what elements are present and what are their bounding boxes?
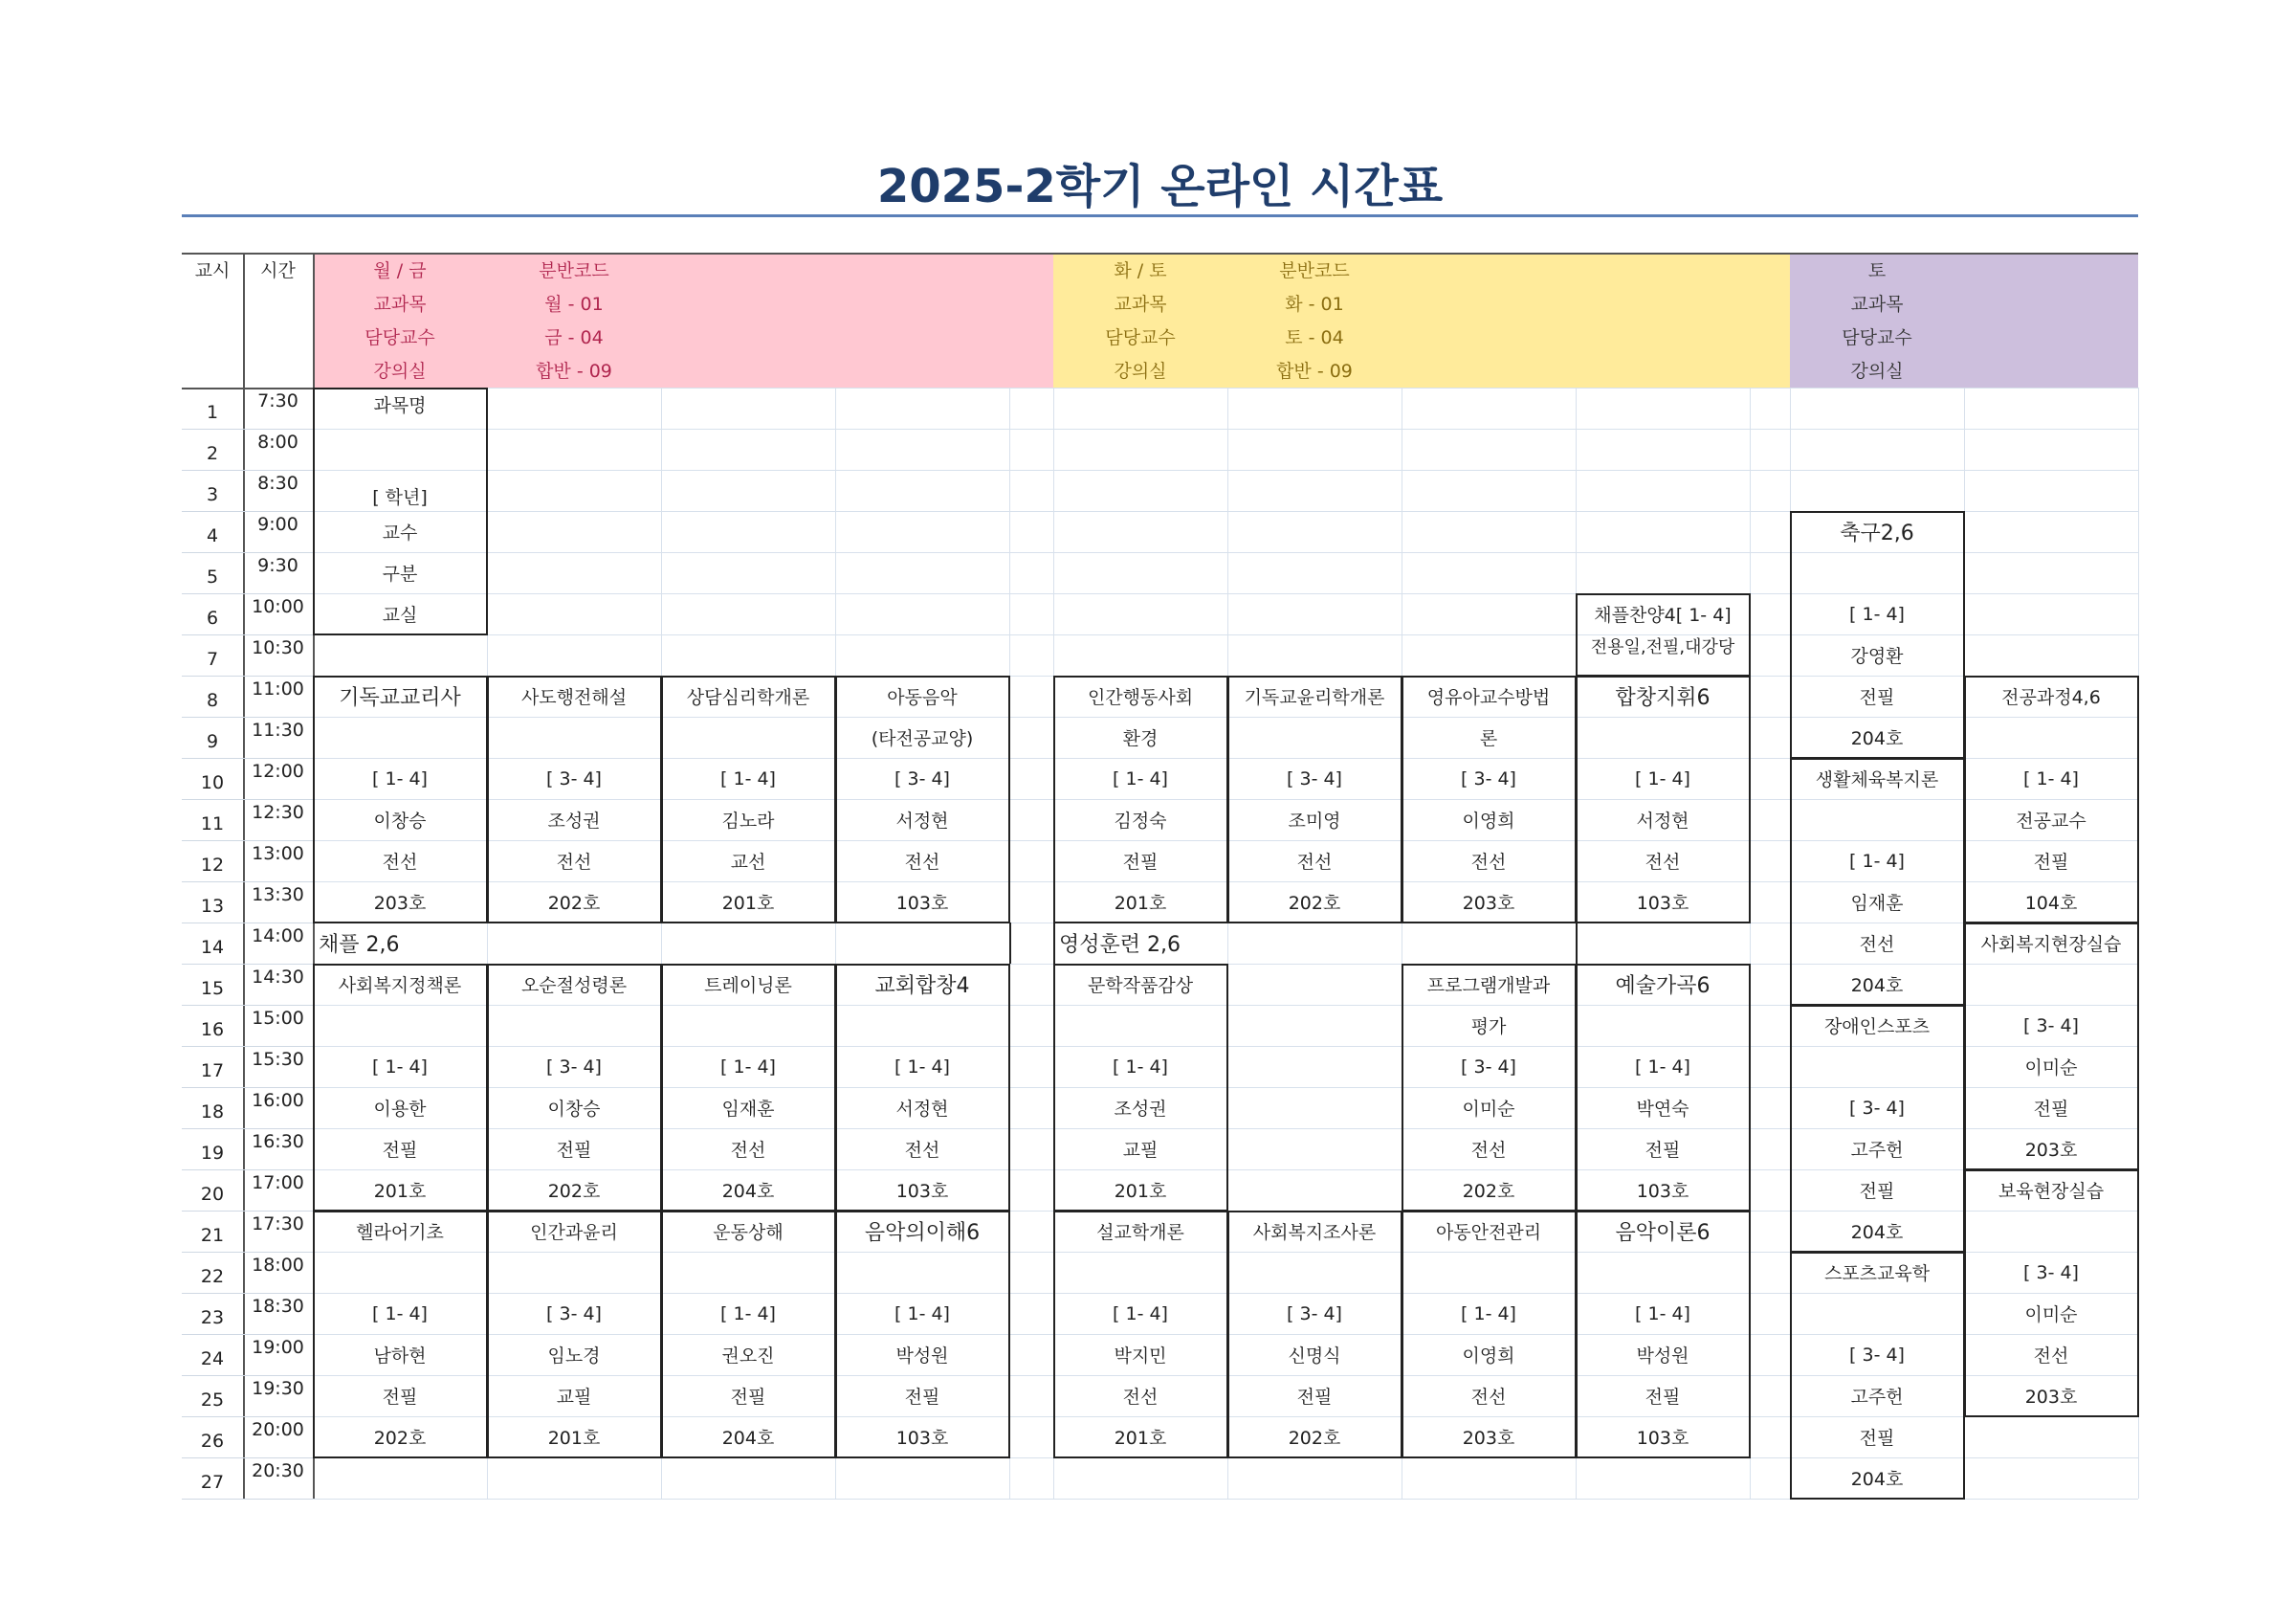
course-professor: 서정현 — [895, 1099, 949, 1120]
mf-header-l1: 월 / 금 — [373, 259, 427, 281]
sat-header-l4: 강의실 — [1850, 360, 1904, 382]
time-label: 19:30 — [252, 1378, 304, 1399]
course-professor: 서정현 — [895, 811, 949, 832]
course-room: 103호 — [1636, 1428, 1689, 1449]
course-type: 전필 — [1645, 1140, 1681, 1161]
course-name: 음악의이해6 — [864, 1221, 981, 1245]
mf-code-c3: 금 - 04 — [544, 326, 604, 348]
sat-header-l2: 교과목 — [1850, 293, 1904, 315]
course-type: 전선 — [1645, 852, 1681, 873]
course-room: 203호 — [2024, 1140, 2078, 1161]
course-year: [ 1- 4] — [1113, 767, 1168, 789]
time-label: 12:30 — [252, 802, 304, 823]
course-name: 사회복지현장실습 — [1980, 934, 2122, 955]
period-number: 27 — [200, 1471, 225, 1493]
period-number: 7 — [206, 648, 219, 670]
course-year: [ 1- 4] — [372, 767, 428, 789]
chapel-praise-title: 채플찬양4[ 1- 4] — [1594, 605, 1732, 626]
course-room: 103호 — [1636, 893, 1689, 914]
course-professor: 김노라 — [721, 811, 775, 832]
course-name: 사회복지정책론 — [338, 975, 462, 996]
time-label: 18:00 — [252, 1255, 304, 1276]
period-number: 2 — [206, 442, 219, 464]
period-number: 3 — [206, 483, 219, 505]
course-room: 203호 — [2024, 1387, 2078, 1408]
period-number: 18 — [200, 1101, 225, 1123]
mf-header-l4: 강의실 — [373, 360, 427, 382]
time-label: 19:00 — [252, 1337, 304, 1358]
course-year: [ 1- 4] — [894, 1056, 950, 1078]
course-room: 201호 — [373, 1181, 427, 1202]
course-room: 204호 — [721, 1181, 775, 1202]
period-number: 23 — [200, 1306, 225, 1328]
course-year: [ 1- 4] — [1461, 1302, 1516, 1324]
course-professor: 고주헌 — [1850, 1140, 1904, 1161]
grid-hline — [313, 470, 2138, 471]
time-label: 17:30 — [252, 1213, 304, 1234]
period-number: 8 — [206, 689, 219, 711]
time-label: 16:00 — [252, 1090, 304, 1111]
course-room: 203호 — [1462, 893, 1515, 914]
course-professor: 조성권 — [547, 811, 601, 832]
legend-prof: 교수 — [382, 522, 418, 544]
sat-header-l1: 토 — [1867, 259, 1887, 281]
course-type: 전선 — [382, 852, 418, 873]
course-year: [ 3- 4] — [1287, 1302, 1342, 1324]
course-room: 202호 — [1462, 1181, 1515, 1202]
course-name: 전공과정4,6 — [2001, 687, 2101, 708]
course-type: 전필 — [1645, 1387, 1681, 1408]
course-note: 평가 — [1470, 1016, 1507, 1037]
course-professor: 이영희 — [1462, 811, 1515, 832]
course-year: [ 1- 4] — [2023, 767, 2079, 789]
course-professor: 임재훈 — [1850, 893, 1904, 914]
course-room: 202호 — [547, 893, 601, 914]
course-name: 아동음악 — [887, 687, 958, 708]
course-type: 전선 — [1296, 852, 1333, 873]
time-label: 14:30 — [252, 967, 304, 988]
period-number: 24 — [200, 1347, 225, 1369]
course-name: 장애인스포츠 — [1823, 1016, 1931, 1037]
course-year: [ 3- 4] — [546, 1302, 602, 1324]
course-note: 환경 — [1122, 728, 1159, 749]
course-name: 기독교교리사 — [339, 686, 461, 710]
course-professor: 남하현 — [373, 1345, 427, 1367]
course-year: [ 3- 4] — [1849, 1097, 1905, 1119]
time-label: 9:30 — [257, 555, 298, 576]
course-name: 운동상해 — [713, 1222, 784, 1243]
period-number: 15 — [200, 977, 225, 999]
page-title: 2025-2학기 온라인 시간표 — [876, 160, 1444, 213]
chapel-divider — [1576, 923, 1578, 964]
course-year: [ 1- 4] — [720, 767, 776, 789]
course-name: 설교학개론 — [1096, 1222, 1184, 1243]
course-year: [ 1- 4] — [720, 1056, 776, 1078]
course-note: (타전공교양) — [871, 728, 974, 749]
course-type: 전선 — [730, 1140, 766, 1161]
course-year: [ 3- 4] — [1287, 767, 1342, 789]
course-room: 202호 — [547, 1181, 601, 1202]
course-year: [ 3- 4] — [2023, 1261, 2079, 1283]
time-label: 15:00 — [252, 1008, 304, 1029]
grid-hline — [313, 388, 2138, 389]
course-professor: 이영희 — [1462, 1345, 1515, 1367]
course-name: 보육현장실습 — [1998, 1181, 2105, 1202]
legend-room: 교실 — [382, 605, 418, 626]
course-type: 전필 — [730, 1387, 766, 1408]
course-type: 교필 — [556, 1387, 592, 1408]
time-label: 16:30 — [252, 1131, 304, 1152]
course-name: 상담심리학개론 — [686, 687, 810, 708]
course-year: [ 3- 4] — [546, 1056, 602, 1078]
ts-code-c3: 토 - 04 — [1285, 326, 1344, 348]
course-professor: 이창승 — [547, 1099, 601, 1120]
course-name: 생활체육복지론 — [1815, 769, 1939, 790]
period-number: 1 — [206, 401, 219, 423]
period-number: 11 — [200, 812, 225, 834]
course-professor: 이창승 — [373, 811, 427, 832]
course-name: 음악이론6 — [1615, 1221, 1711, 1245]
course-professor: 이미순 — [1462, 1099, 1515, 1120]
course-type: 전선 — [904, 1140, 940, 1161]
ts-code-c4: 합반 - 09 — [1276, 360, 1353, 382]
course-room: 202호 — [1288, 893, 1341, 914]
period-number: 12 — [200, 854, 225, 876]
period-number: 21 — [200, 1224, 225, 1246]
course-year: [ 3- 4] — [546, 767, 602, 789]
period-number: 4 — [206, 524, 219, 546]
ts-code-c1: 분반코드 — [1279, 259, 1350, 281]
course-type: 전필 — [2033, 852, 2069, 873]
time-label: 12:00 — [252, 761, 304, 782]
course-year: [ 3- 4] — [1849, 1344, 1905, 1366]
course-name: 기독교윤리학개론 — [1244, 687, 1385, 708]
period-number: 9 — [206, 730, 219, 752]
ts-code-c2: 화 - 01 — [1285, 293, 1344, 315]
period-number: 6 — [206, 607, 219, 629]
course-professor: 김정숙 — [1114, 811, 1167, 832]
time-label: 17:00 — [252, 1172, 304, 1193]
course-room: 203호 — [373, 893, 427, 914]
course-year: [ 1- 4] — [372, 1056, 428, 1078]
time-label: 13:30 — [252, 884, 304, 905]
course-room: 204호 — [1850, 975, 1904, 996]
course-room: 203호 — [1462, 1428, 1515, 1449]
course-name: 영유아교수방법 — [1426, 687, 1551, 708]
course-type: 전필 — [556, 1140, 592, 1161]
period-number: 20 — [200, 1183, 225, 1205]
course-name: 프로그램개발과 — [1426, 975, 1551, 996]
course-name: 사회복지조사론 — [1252, 1222, 1377, 1243]
course-year: [ 1- 4] — [1113, 1302, 1168, 1324]
course-type: 전선 — [1122, 1387, 1159, 1408]
time-col-header: 시간 — [260, 259, 296, 281]
mf-header-l2: 교과목 — [373, 293, 427, 315]
time-label: 20:00 — [252, 1419, 304, 1440]
course-room: 202호 — [1288, 1428, 1341, 1449]
course-type: 전필 — [1859, 1181, 1895, 1202]
time-label: 8:00 — [257, 432, 298, 453]
course-room: 201호 — [721, 893, 775, 914]
time-label: 13:00 — [252, 843, 304, 864]
legend-year: [ 학년] — [372, 487, 428, 508]
course-type: 전필 — [382, 1387, 418, 1408]
course-room: 201호 — [1114, 1181, 1167, 1202]
course-professor: 박연숙 — [1636, 1099, 1689, 1120]
course-year: [ 1- 4] — [1635, 767, 1690, 789]
time-label: 11:30 — [252, 720, 304, 741]
course-professor: 조미영 — [1288, 811, 1341, 832]
course-professor: 신명식 — [1288, 1345, 1341, 1367]
course-professor: 고주헌 — [1850, 1387, 1904, 1408]
course-professor: 조성권 — [1114, 1099, 1167, 1120]
course-name: 오순절성령론 — [520, 975, 628, 996]
period-number: 25 — [200, 1389, 225, 1411]
course-professor: 이미순 — [2024, 1304, 2078, 1325]
time-label: 14:00 — [252, 925, 304, 946]
course-professor: 이미순 — [2024, 1057, 2078, 1078]
course-room: 103호 — [1636, 1181, 1689, 1202]
course-professor: 임재훈 — [721, 1099, 775, 1120]
course-year: [ 3- 4] — [1461, 767, 1516, 789]
course-year: [ 1- 4] — [894, 1302, 950, 1324]
time-label: 11:00 — [252, 678, 304, 700]
course-type: 전필 — [2033, 1099, 2069, 1120]
sat-header-l3: 담당교수 — [1842, 326, 1912, 348]
course-room: 204호 — [1850, 1469, 1904, 1490]
mf-code-c2: 월 - 01 — [544, 293, 604, 315]
legend-name: 과목명 — [373, 395, 427, 416]
course-type: 전선 — [2033, 1345, 2069, 1367]
course-room: 201호 — [547, 1428, 601, 1449]
course-year: [ 1- 4] — [1635, 1302, 1690, 1324]
period-number: 14 — [200, 936, 225, 958]
grid-hline — [313, 429, 2138, 430]
course-professor: 박성원 — [895, 1345, 949, 1367]
chapel-mf: 채플 2,6 — [319, 933, 400, 957]
course-year: [ 1- 4] — [720, 1302, 776, 1324]
time-label: 20:30 — [252, 1460, 304, 1481]
course-room: 204호 — [1850, 1222, 1904, 1243]
period-number: 19 — [200, 1142, 225, 1164]
course-room: 201호 — [1114, 1428, 1167, 1449]
time-label: 10:30 — [252, 637, 304, 658]
period-number: 26 — [200, 1430, 225, 1452]
time-label: 9:00 — [257, 514, 298, 535]
legend-type: 구분 — [382, 564, 418, 585]
time-label: 15:30 — [252, 1049, 304, 1070]
chapel-ts: 영성훈련 2,6 — [1059, 933, 1181, 957]
chapel-divider — [1053, 923, 1055, 964]
ts-header-l4: 강의실 — [1114, 360, 1167, 382]
course-name: 인간과윤리 — [530, 1222, 618, 1243]
course-note: 론 — [1479, 728, 1498, 749]
course-year: [ 1- 4] — [1113, 1056, 1168, 1078]
course-room: 103호 — [895, 1428, 949, 1449]
time-label: 8:30 — [257, 473, 298, 494]
course-professor: 박지민 — [1114, 1345, 1167, 1367]
course-name: 사도행전해설 — [520, 687, 628, 708]
course-name: 트레이닝론 — [704, 975, 792, 996]
ts-header-l2: 교과목 — [1114, 293, 1167, 315]
course-type: 교필 — [1122, 1140, 1159, 1161]
period-number: 17 — [200, 1059, 225, 1081]
course-name: 축구2,6 — [1840, 522, 1914, 545]
period-number: 10 — [200, 771, 225, 793]
course-professor: 권오진 — [721, 1345, 775, 1367]
course-name: 아동안전관리 — [1435, 1222, 1542, 1243]
course-type: 전선 — [1470, 852, 1507, 873]
course-year: [ 3- 4] — [1461, 1056, 1516, 1078]
course-type: 교선 — [730, 852, 766, 873]
course-year: [ 3- 4] — [2023, 1014, 2079, 1036]
course-type: 전필 — [1859, 687, 1895, 708]
chapel-left-divider — [1009, 923, 1011, 964]
chapel-praise-detail: 전용일,전필,대강당 — [1590, 637, 1735, 657]
course-type: 전선 — [1470, 1387, 1507, 1408]
course-type: 전필 — [1859, 1428, 1895, 1449]
course-type: 전필 — [904, 1387, 940, 1408]
course-type: 전선 — [1470, 1140, 1507, 1161]
course-room: 104호 — [2024, 893, 2078, 914]
course-professor: 서정현 — [1636, 811, 1689, 832]
mf-code-c4: 합반 - 09 — [536, 360, 612, 382]
mf-header-l3: 담당교수 — [364, 326, 435, 348]
course-professor: 강영환 — [1850, 646, 1904, 667]
time-label: 18:30 — [252, 1296, 304, 1317]
course-type: 전선 — [1859, 934, 1895, 955]
period-number: 22 — [200, 1265, 225, 1287]
course-room: 103호 — [895, 1181, 949, 1202]
course-professor: 임노경 — [547, 1345, 601, 1367]
course-name: 합창지휘6 — [1615, 686, 1711, 710]
course-room: 202호 — [373, 1428, 427, 1449]
course-type: 전필 — [1296, 1387, 1333, 1408]
course-name: 인간행동사회 — [1087, 687, 1194, 708]
time-label: 10:00 — [252, 596, 304, 617]
period-number: 16 — [200, 1018, 225, 1040]
period-number: 5 — [206, 566, 219, 588]
course-name: 스포츠교육학 — [1823, 1263, 1931, 1284]
course-year: [ 1- 4] — [1849, 603, 1905, 625]
course-year: [ 3- 4] — [894, 767, 950, 789]
course-type: 전선 — [904, 852, 940, 873]
course-name: 예술가곡6 — [1615, 974, 1711, 998]
course-type: 전필 — [382, 1140, 418, 1161]
ts-header-l1: 화 / 토 — [1114, 259, 1167, 281]
course-professor: 박성원 — [1636, 1345, 1689, 1367]
course-name: 교회합창4 — [874, 974, 970, 998]
course-name: 헬라어기초 — [356, 1222, 444, 1243]
course-room: 204호 — [1850, 728, 1904, 749]
course-professor: 이용한 — [373, 1099, 427, 1120]
course-year: [ 1- 4] — [1635, 1056, 1690, 1078]
course-type: 전필 — [1122, 852, 1159, 873]
course-type: 전선 — [556, 852, 592, 873]
period-col-header: 교시 — [194, 259, 231, 281]
mf-code-c1: 분반코드 — [539, 259, 609, 281]
course-room: 201호 — [1114, 893, 1167, 914]
time-label: 7:30 — [257, 390, 298, 411]
course-name: 문학작품감상 — [1087, 975, 1194, 996]
course-room: 103호 — [895, 893, 949, 914]
course-year: [ 1- 4] — [1849, 850, 1905, 872]
course-professor: 전공교수 — [2016, 811, 2086, 832]
ts-header-l3: 담당교수 — [1105, 326, 1176, 348]
course-room: 204호 — [721, 1428, 775, 1449]
period-number: 13 — [200, 895, 225, 917]
course-year: [ 1- 4] — [372, 1302, 428, 1324]
